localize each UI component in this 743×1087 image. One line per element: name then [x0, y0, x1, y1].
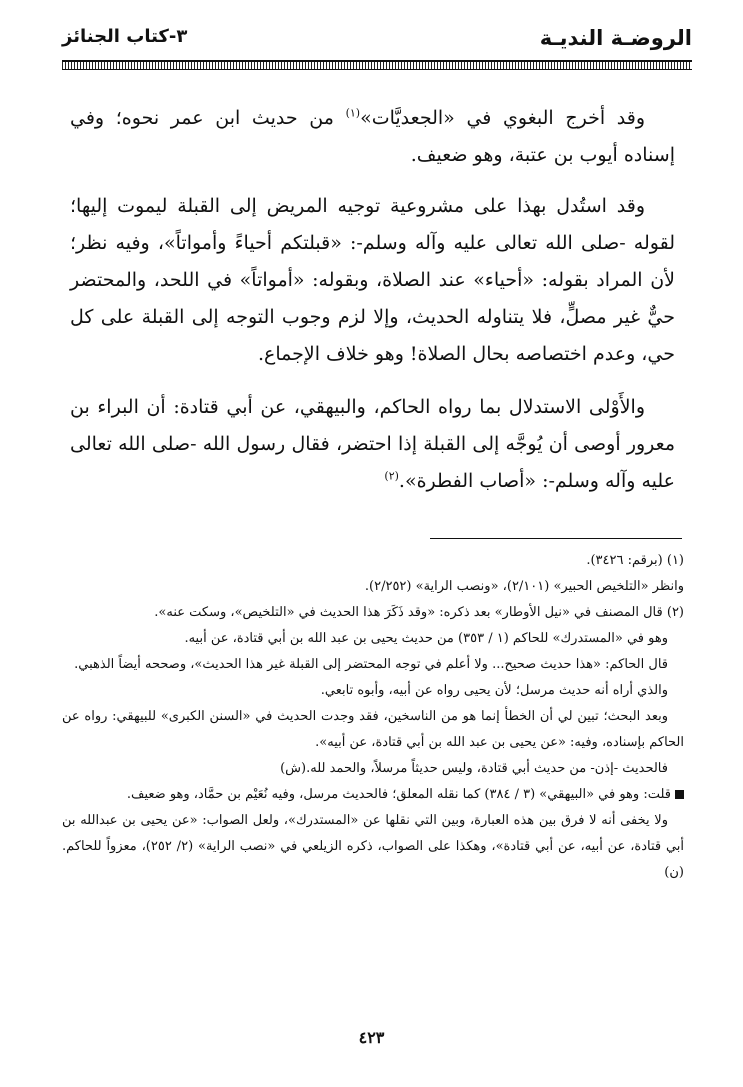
- paragraph-3: [70, 389, 675, 500]
- footnote-line: وهو في «المستدرك» للحاكم (١ / ٣٥٣) من حديث يحيى بن عبد الله بن أبي قتادة، عن أبيه.: [184, 631, 668, 646]
- footnote-separator: [430, 538, 682, 539]
- header-rule: [62, 60, 692, 70]
- main-text: [70, 100, 675, 516]
- footnote-line: والذي أراه أنه حديث مرسل؛ لأن يحيى رواه عن أبيه، وأبوه تابعي.: [320, 683, 668, 698]
- footnote-line: وانظر «التلخيص الحبير» (٢/١٠١)، «ونصب الراية» (٢/٢٥٢).: [364, 579, 684, 594]
- footnote-ref-2: (٢): [384, 469, 399, 483]
- paragraph-1: [70, 100, 675, 174]
- paragraph-3-text: والأَوْلى الاستدلال بما رواه الحاكم، والبيهقي، عن أبي قتادة: أن البراء بن معرور أوصى أن يُوجَّه إلى القبلة إذا احتضر، فقال رسول الله -صلى الله تعالى عليه وآله وسلم-: «أصاب الفطرة».: [70, 396, 675, 492]
- footnote-line: (٢) قال المصنف في «نيل الأوطار» بعد ذكره: «وقد ذَكَرَ هذا الحديث في «التلخيص»، وسكت عنه».: [154, 605, 684, 620]
- page-number: ٤٢٣: [358, 1028, 385, 1047]
- footnote-line: [62, 782, 684, 808]
- paragraph-1-text: وقد أخرج البغوي في «الجعديَّات»: [360, 107, 646, 129]
- paragraph-1-text-end: من حديث ابن عمر نحوه؛ وفي إسناده أيوب بن عتبة، وهو ضعيف.: [70, 107, 675, 166]
- footnote-line: (١) (برقم: ٣٤٢٦).: [586, 553, 684, 568]
- footnote-ref-1: (١): [345, 106, 361, 120]
- book-title: الروضـة النديـة: [539, 26, 692, 50]
- footnote-line: وبعد البحث؛ تبين لي أن الخطأ إنما هو من الناسخين، فقد وجدت الحديث في «السنن الكبرى» للبيهقي: رواه عن الحاكم بإسناده، وفيه: «عن يحيى بن عبد الله بن أبي قتادة، عن أبيه».: [62, 709, 684, 750]
- footnote-line: قال الحاكم: «هذا حديث صحيح... ولا أعلم في توجه المحتضر إلى القبلة غير هذا الحديث»، وصححه أيضاً الذهبي.: [74, 657, 668, 672]
- square-bullet-icon: [675, 790, 684, 799]
- chapter-title: ٣-كتاب الجنائز: [62, 26, 188, 47]
- footnotes: [62, 548, 684, 886]
- paragraph-2: وقد استُدل بهذا على مشروعية توجيه المريض إلى القبلة ليموت إليها؛ لقوله -صلى الله تعالى عليه وآله وسلم-: «قبلتكم أحياءً وأمواتاً»، وفيه نظر؛ لأن المراد بقوله: «أحياء» عند الصلاة، وبقوله: «أمواتاً» في اللحد، والمحتضر حيٌّ غير مصلٍّ، فلا يتناوله الحديث، وإلا لزم وجوب التوجه إلى القبلة على كل حي، وعدم اختصاصه بحال الصلاة! وهو خلاف الإجماع.: [70, 195, 675, 365]
- running-header: [62, 24, 692, 66]
- footnote-line-text: قلت: وهو في «البيهقي» (٣ / ٣٨٤) كما نقله المعلق؛ فالحديث مرسل، وفيه نُعَيْم بن حمَّاد، وهو ضعيف.: [126, 787, 671, 802]
- footnote-line: فالحديث -إذن- من حديث أبي قتادة، وليس حديثاً مرسلاً، والحمد لله.(ش): [280, 761, 668, 776]
- footnote-line: ولا يخفى أنه لا فرق بين هذه العبارة، وبين التي نقلها عن «المستدرك»، ولعل الصواب: «عن يحيى بن عبدالله بن أبي قتادة، عن أبيه، عن أبي قتادة»، وهكذا على الصواب، ذكره الزيلعي في «نصب الراية» (٢/ ٢٥٢)، معزواً للحاكم.(ن): [62, 813, 685, 880]
